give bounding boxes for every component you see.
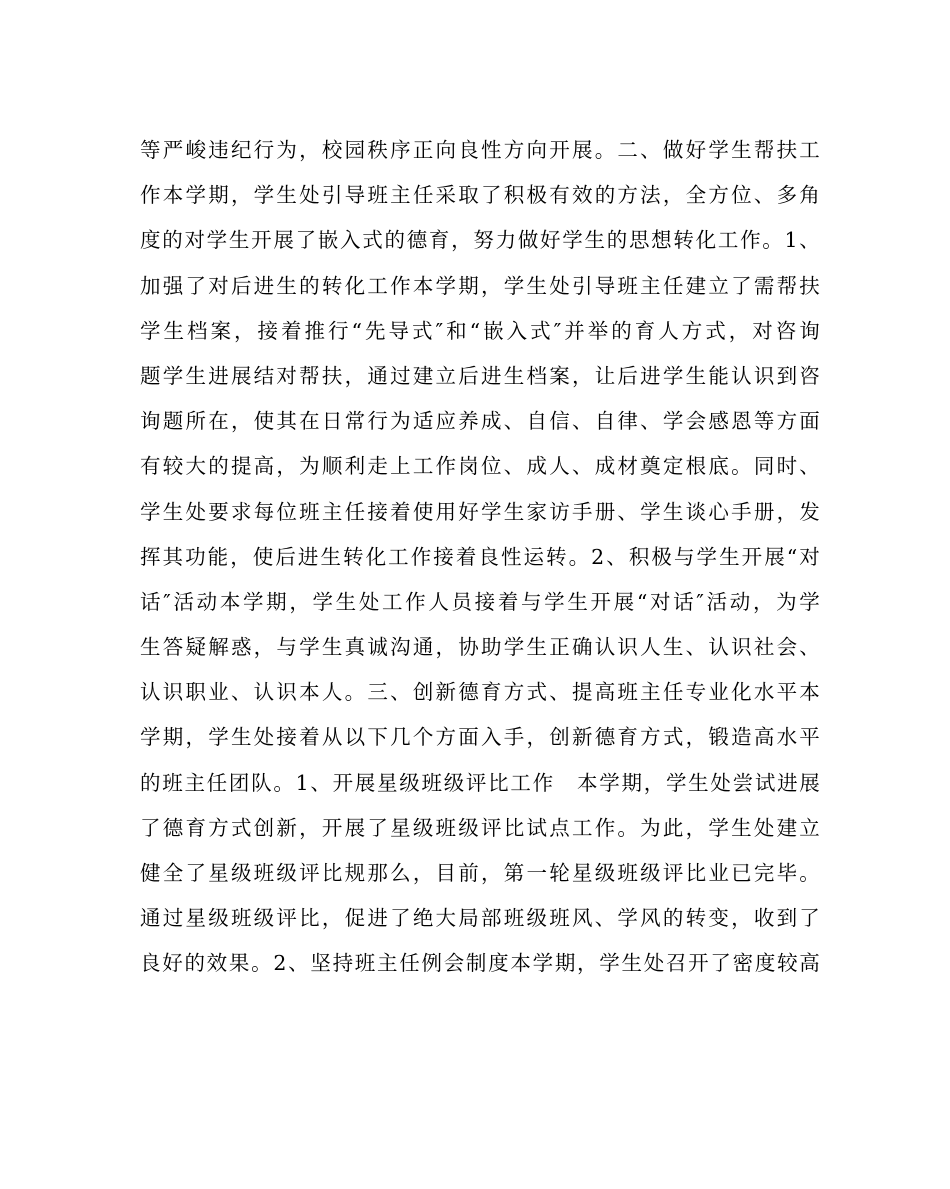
- text-line: 认识职业、认识本人。三、创新德育方式、提高班主任专业化水平本: [140, 680, 820, 705]
- text-line: 题学生进展结对帮扶，通过建立后进生档案，让后进学生能认识到咨: [140, 363, 820, 388]
- text-line: 学生档案，接着推行“先导式″和“嵌入式″并举的育人方式，对咨询: [140, 318, 820, 343]
- text-line: 有较大的提高，为顺利走上工作岗位、成人、成材奠定根底。同时、: [140, 454, 820, 479]
- text-line: 作本学期，学生处引导班主任采取了积极有效的方法，全方位、多角: [140, 183, 820, 208]
- text-line: 询题所在，使其在日常行为适应养成、自信、自律、学会感恩等方面: [140, 409, 820, 434]
- text-line: 了德育方式创新，开展了星级班级评比试点工作。为此，学生处建立: [140, 815, 820, 840]
- text-line: 加强了对后进生的转化工作本学期，学生处引导班主任建立了需帮扶: [140, 273, 820, 298]
- text-line: 生答疑解惑，与学生真诚沟通，协助学生正确认识人生、认识社会、: [140, 635, 820, 660]
- text-line: 的班主任团队。1、开展星级班级评比工作 本学期，学生处尝试进展: [140, 770, 820, 795]
- text-line: 度的对学生开展了嵌入式的德育，努力做好学生的思想转化工作。1、: [140, 228, 820, 253]
- text-line: 健全了星级班级评比规那么，目前，第一轮星级班级评比业已完毕。: [140, 861, 820, 885]
- text-line: 话″活动本学期，学生处工作人员接着与学生开展“对话″活动，为学: [140, 589, 820, 614]
- text-line: 等严峻违纪行为，校园秩序正向良性方向开展。二、做好学生帮扶工: [140, 138, 820, 162]
- text-line: 学期，学生处接着从以下几个方面入手，创新德育方式，锻造高水平: [140, 725, 820, 750]
- text-line: 良好的效果。2、坚持班主任例会制度本学期，学生处召开了密度较高: [140, 951, 820, 976]
- text-line: 通过星级班级评比，促进了绝大局部班级班风、学风的转变，收到了: [140, 906, 820, 931]
- body-text: [140, 128, 820, 987]
- text-line: 挥其功能，使后进生转化工作接着良性运转。2、积极与学生开展“对: [140, 544, 820, 569]
- text-line: 学生处要求每位班主任接着使用好学生家访手册、学生谈心手册，发: [140, 499, 820, 524]
